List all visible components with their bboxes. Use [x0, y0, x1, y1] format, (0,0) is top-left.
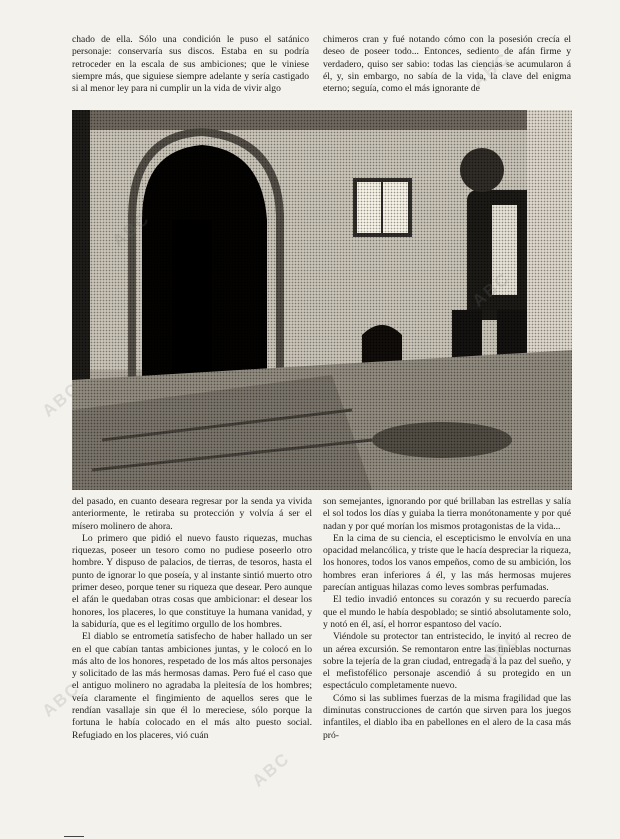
text-column-top-left [72, 34, 309, 106]
halftone-photo-icon [72, 110, 572, 490]
paragraph: chimeros cran y fué notando cómo con la posesión crecía el deseo de poseer todo... Entonces, sediento de afán firme y verdadero, quiso ser sabio: todas las ciencias se acumularon á él, y, sin embargo, no sabía de la vida, la clave del enigma eterno; seguía, como el más ignorante de [323, 34, 571, 95]
paragraph: El tedio invadió entonces su corazón y su recuerdo parecía que el mundo le había despoblado; se sintió absolutamente solo, y notó en él, así, el horror espantoso del vacío. [323, 594, 571, 630]
paragraph: Lo primero que pidió el nuevo fausto riquezas, muchas riquezas, poseer un tesoro como no pudiese poseerlo otro hombre. Y dispuso de palacios, de tierras, de tesoros, hasta el punto de ignorar lo que poseía, y al instante sintió muerto otro primer deseo, porque tener su riqueza que desear. Pero aunque el afán le quedaban otras cosas que ambicionar: el desear los honores, los placeres, lo que constituye la humana vanidad, y la sabiduría, que es el legítimo orgullo de los hombres. [72, 532, 312, 630]
page-edge-mark [64, 836, 84, 837]
text-column-top-right [323, 34, 571, 106]
paragraph: chado de ella. Sólo una condición le puso el satánico personaje: conservaría sus discos. Estaba en su podría retroceder en la escala de sus ambiciones; que le viniese siempre más, que siguiese siempre adelante y sería castigado si al menor ley para ni cumplir un la vida de vivir algo [72, 34, 309, 95]
watermark: ABC [38, 678, 84, 721]
watermark: ABC [38, 378, 84, 421]
watermark: ABC [248, 748, 294, 791]
text-column-bottom-left [72, 496, 312, 818]
paragraph: del pasado, en cuanto deseara regresar por la senda ya vivida anteriormente, le retiraba su protección y volvía á ser el mísero molinero de ahora. [72, 496, 312, 532]
paragraph: El diablo se entrometía satisfecho de haber hallado un ser en el que cabían tantas ambiciones juntas, y le colocó en lo más alto de los honores, respetado de los más altos personajes y solicitado de las más hermosas damas. Pero fué el caso que el antiguo molinero no agradaba la pleitesía de los hombres; veía claramente el fingimiento de aquellos seres que le rendían vasallaje sin que él lo mereciese, sólo porque la fortuna le había colocado en el más alto puesto social. Refugiado en los placeres, vió cuán [72, 631, 312, 741]
paragraph: Viéndole su protector tan entristecido, le invitó al recreo de un aérea excursión. Se remontaron entre las tinieblas nocturnas sobre la tejería de la gran ciudad, entregada á la paz del sueño, y el mefistofélico personaje ascendió á su protegido en un espectáculo completamente nuevo. [323, 631, 571, 692]
paragraph: En la cima de su ciencia, el escepticismo le envolvía en una opacidad melancólica, y triste que le hacía despreciar la riqueza, los honores, todos los vanos empeños, como de su ambición, los hombres eran inferiores á él, y las más hermosas mujeres parecían antiguas hilazas como leves sombras perfumadas. [323, 532, 571, 594]
article-photograph [72, 110, 572, 490]
watermark: ABC [468, 48, 514, 91]
paragraph: Cómo si las sublimes fuerzas de la misma fragilidad que las diminutas construcciones de cartón que sirven para los juegos infantiles, el diablo iba en pabellones en el alero de la casa más pró- [323, 692, 571, 741]
text-column-bottom-right [323, 496, 571, 818]
paragraph: son semejantes, ignorando por qué brillaban las estrellas y salía el sol todos los días y guiaba la tierra monótonamente y por qué nadan y por qué morían los mismos protagonistas de la vida... [323, 496, 571, 532]
watermark: ABC [478, 628, 524, 671]
